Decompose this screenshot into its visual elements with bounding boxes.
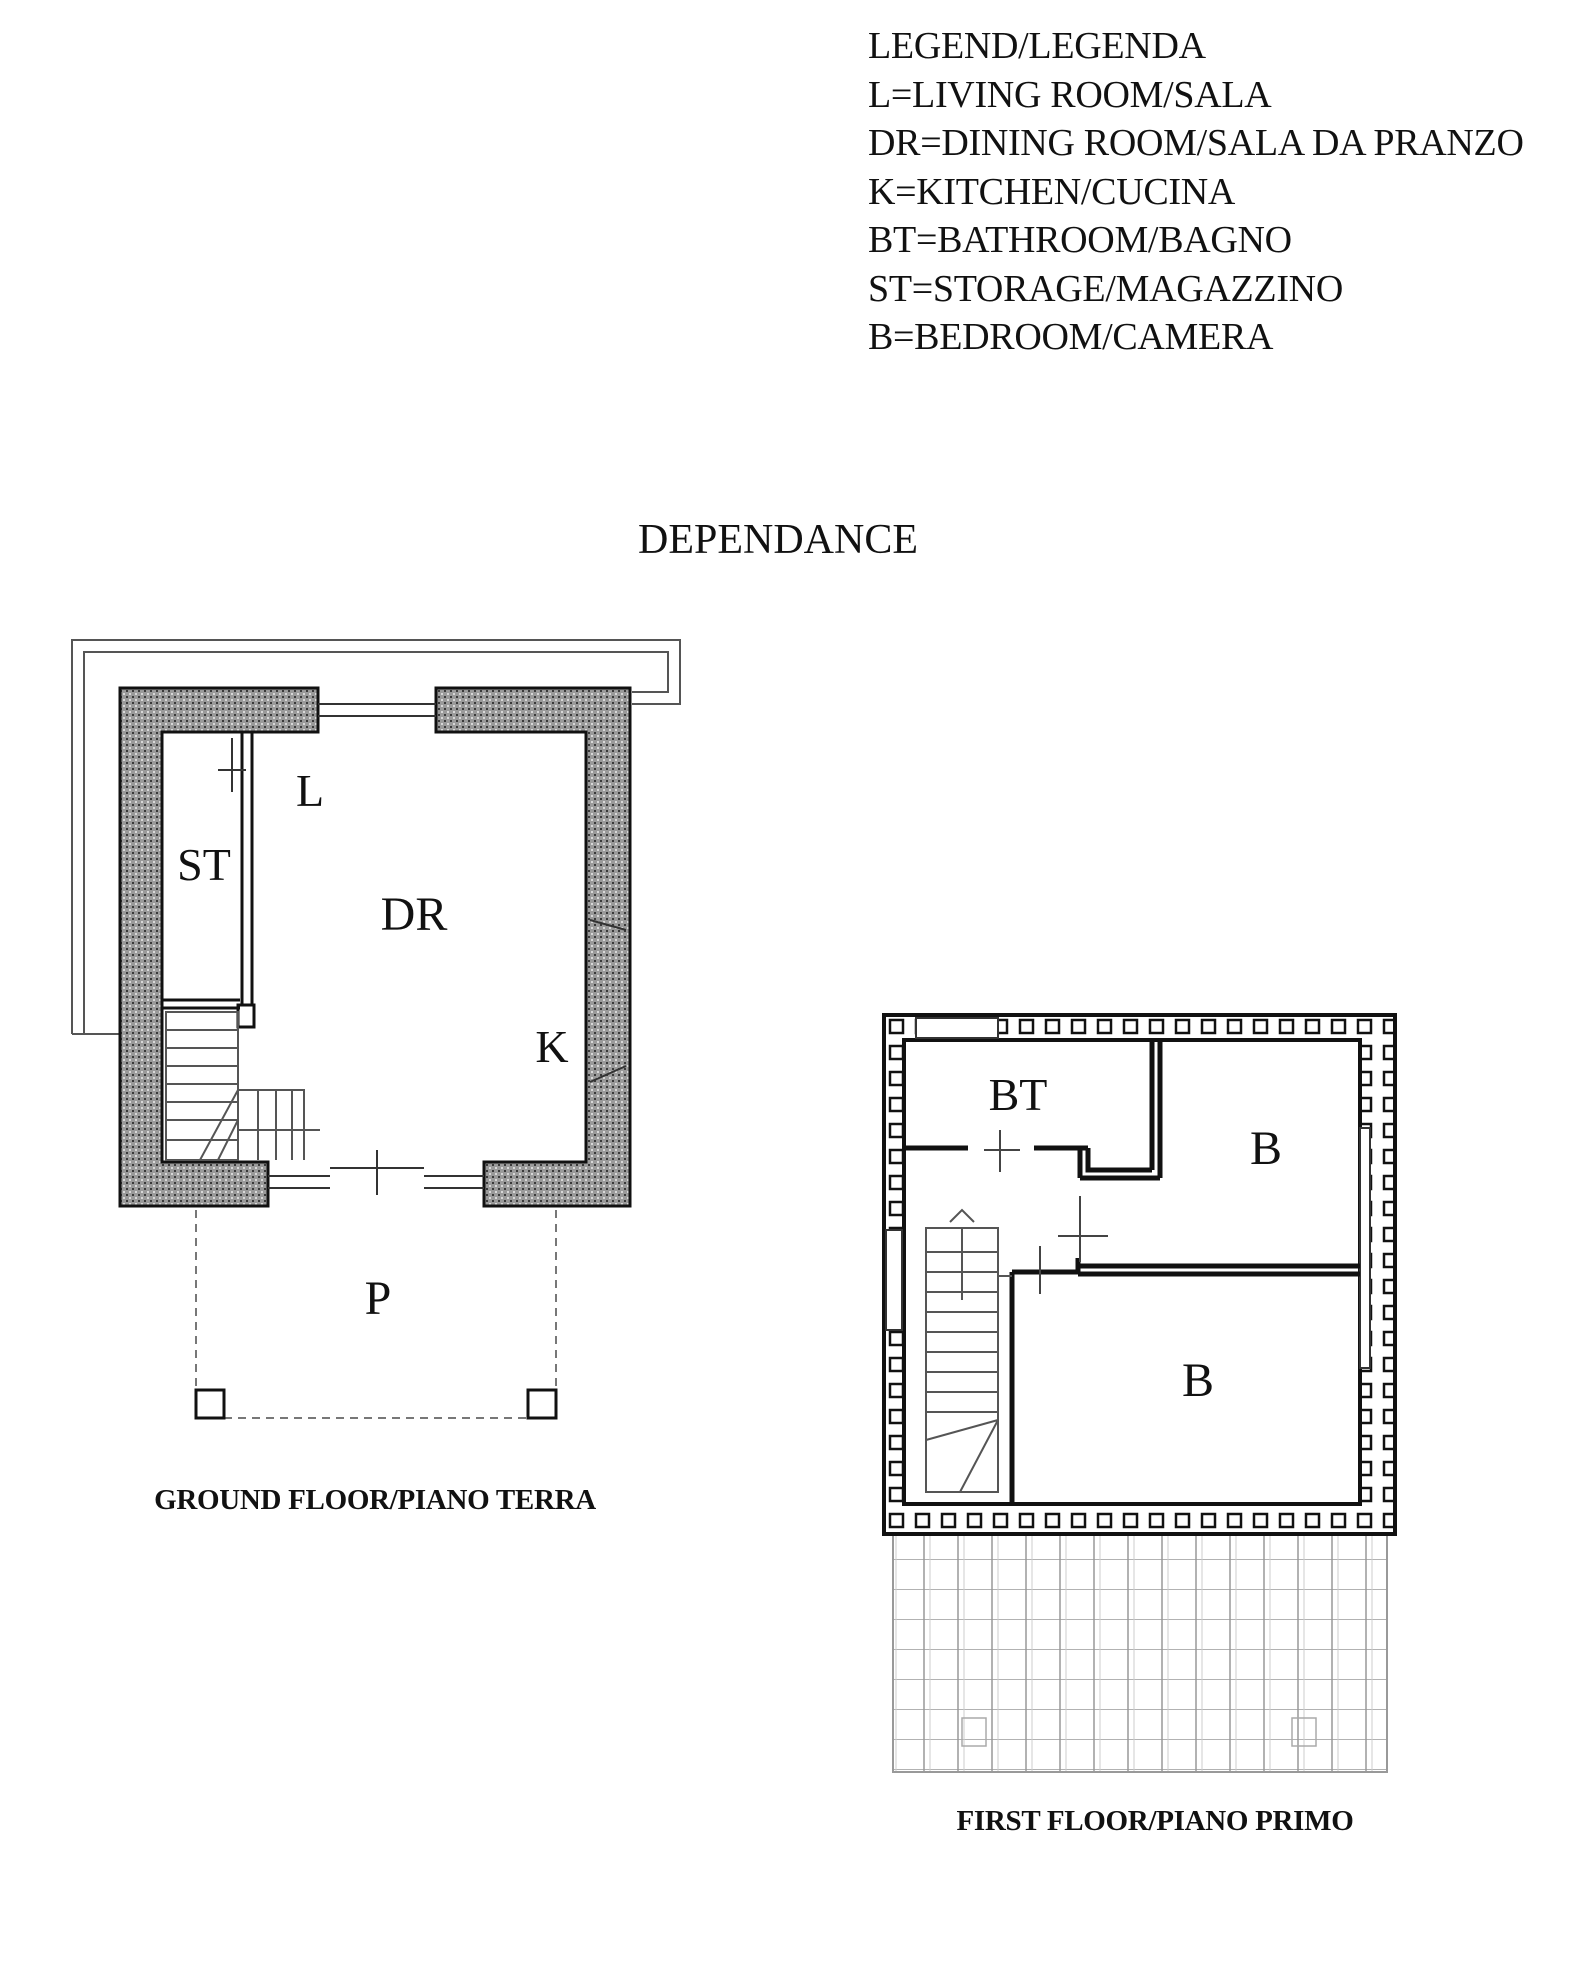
drawing-title: DEPENDANCE — [638, 517, 918, 563]
room-label-kitchen: K — [535, 1021, 569, 1072]
windows — [886, 1018, 1370, 1368]
ground-floor-label: GROUND FLOOR/PIANO TERRA — [154, 1484, 596, 1516]
legend-item-bathroom: BT=BATHROOM/BAGNO — [868, 219, 1292, 261]
legend-heading: LEGEND/LEGENDA — [868, 25, 1206, 67]
legend-item-kitchen: K=KITCHEN/CUCINA — [868, 170, 1236, 213]
room-label-storage: ST — [177, 839, 231, 890]
room-label-bathroom: BT — [988, 1069, 1048, 1120]
staircase — [926, 1210, 1012, 1492]
room-label-bedroom-2: B — [1181, 1354, 1215, 1407]
room-label-dining: DR — [380, 888, 448, 941]
room-label-porch: P — [364, 1272, 392, 1325]
legend-item-living-room: L=LIVING ROOM/SALA — [868, 73, 1272, 116]
legend-item-bedroom: B=BEDROOM/CAMERA — [868, 316, 1274, 358]
roof-tiles — [893, 1530, 1387, 1772]
first-floor-label: FIRST FLOOR/PIANO PRIMO — [956, 1805, 1354, 1837]
legend-item-dining-room: DR=DINING ROOM/SALA DA PRANZO — [868, 122, 1524, 164]
room-label-bedroom-1: B — [1249, 1122, 1283, 1175]
room-label-living: L — [295, 765, 325, 816]
legend-item-storage: ST=STORAGE/MAGAZZINO — [868, 267, 1343, 310]
